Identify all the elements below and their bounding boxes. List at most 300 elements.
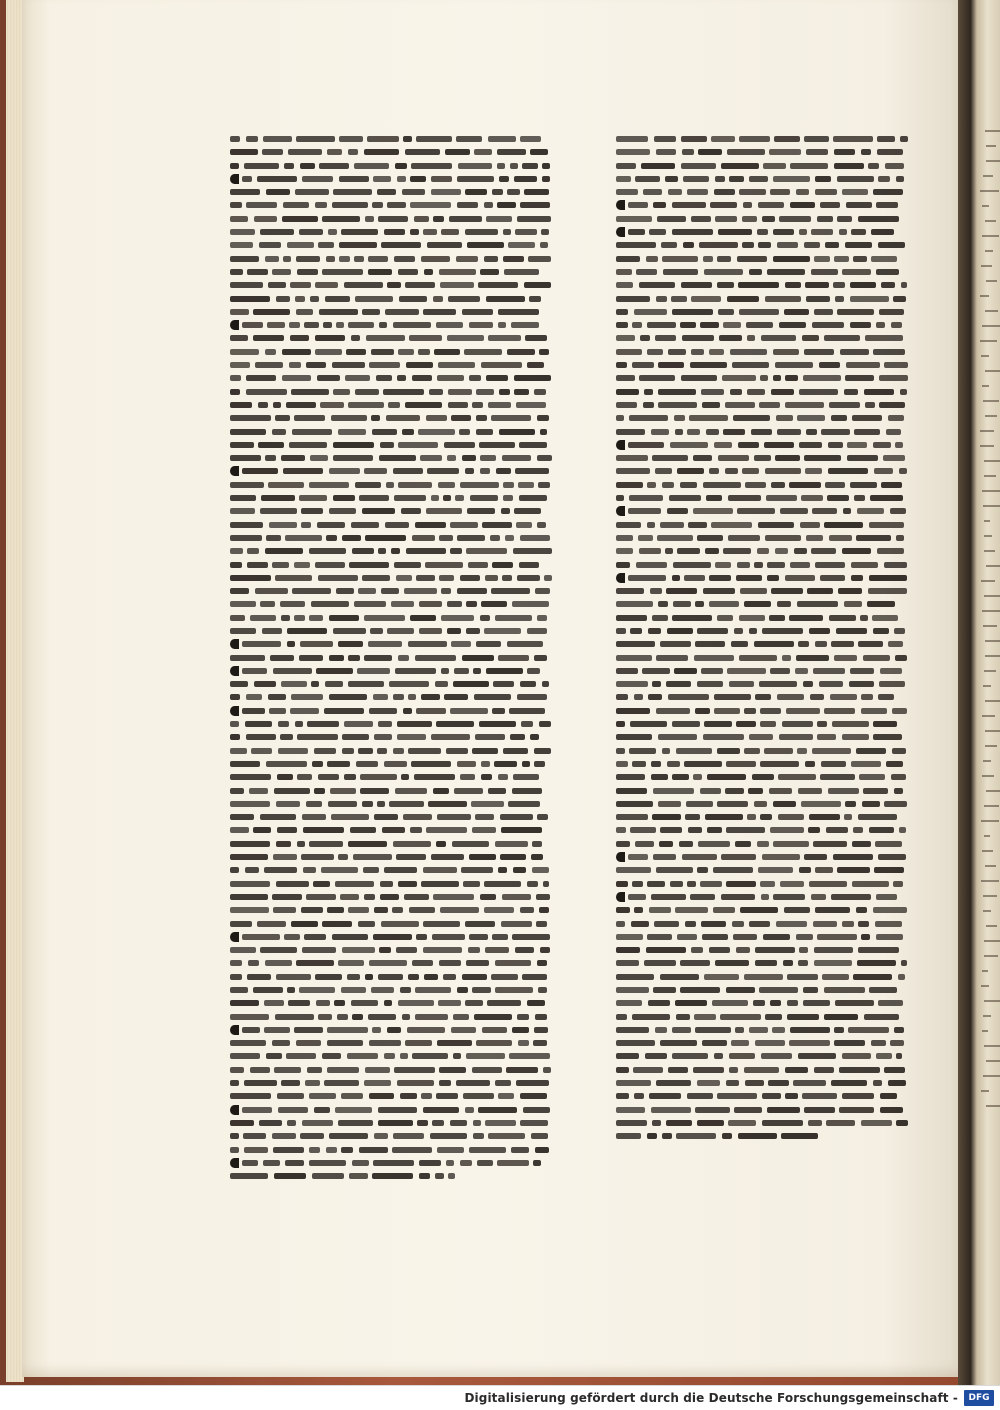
word-mark (512, 1027, 529, 1033)
word-mark (351, 335, 360, 341)
word-mark (844, 389, 858, 395)
word-mark (846, 362, 880, 368)
word-mark (473, 1133, 484, 1139)
word-mark (616, 296, 650, 302)
word-mark (360, 774, 397, 780)
paragraph-mark (230, 706, 239, 716)
word-mark (370, 628, 383, 634)
word-mark (494, 761, 517, 767)
word-mark (364, 149, 399, 155)
word-mark (543, 881, 549, 887)
word-mark (281, 455, 305, 461)
word-mark (473, 1120, 481, 1126)
word-mark (278, 748, 308, 754)
word-mark (230, 389, 240, 395)
word-mark (273, 907, 296, 913)
word-mark (302, 176, 333, 182)
word-mark (723, 429, 745, 435)
word-mark (495, 1080, 511, 1086)
word-mark (760, 814, 772, 820)
word-mark (733, 934, 757, 940)
word-mark (268, 694, 286, 700)
word-mark (439, 1067, 466, 1073)
word-mark (464, 349, 502, 355)
word-mark (244, 1080, 277, 1086)
word-mark (796, 934, 813, 940)
word-mark (398, 1000, 434, 1006)
word-mark (329, 694, 367, 700)
text-line (616, 996, 908, 1009)
word-mark (672, 774, 689, 780)
word-mark (403, 708, 412, 714)
text-line (616, 145, 908, 158)
word-mark (230, 309, 249, 315)
word-mark (260, 601, 275, 607)
word-mark (738, 1133, 777, 1139)
word-mark (323, 322, 332, 328)
word-mark (283, 468, 323, 474)
word-mark (312, 1173, 344, 1179)
word-mark (616, 788, 647, 794)
text-line (616, 770, 908, 783)
word-mark (532, 841, 542, 847)
text-line (230, 371, 552, 384)
text-line (230, 451, 552, 464)
word-mark (415, 1014, 448, 1020)
word-mark (755, 1040, 785, 1046)
text-line (230, 544, 552, 557)
text-line (230, 185, 552, 198)
word-mark (821, 761, 846, 767)
text-line (616, 1010, 908, 1023)
word-mark (616, 349, 642, 355)
word-mark (804, 349, 834, 355)
word-mark (842, 734, 869, 740)
word-mark (655, 335, 676, 341)
word-mark (364, 615, 405, 621)
word-mark (865, 335, 903, 341)
word-mark (471, 801, 504, 807)
word-mark (660, 827, 682, 833)
word-mark (301, 907, 323, 913)
word-mark (287, 987, 295, 993)
word-mark (362, 801, 373, 807)
word-mark (273, 668, 312, 674)
word-mark (366, 335, 405, 341)
word-mark (230, 296, 270, 302)
word-mark (520, 681, 536, 687)
word-mark (670, 442, 708, 448)
word-mark (230, 987, 248, 993)
word-mark (492, 562, 513, 568)
word-mark (760, 881, 775, 887)
word-mark (771, 482, 785, 488)
word-mark (777, 694, 804, 700)
word-mark (419, 628, 442, 634)
word-mark (856, 535, 891, 541)
paragraph-mark (230, 466, 239, 476)
word-mark (731, 1040, 749, 1046)
text-line (230, 398, 552, 411)
word-mark (444, 442, 475, 448)
word-mark (858, 814, 897, 820)
word-mark (668, 1067, 688, 1073)
word-mark (426, 508, 462, 514)
word-mark (457, 761, 476, 767)
word-mark (616, 1067, 629, 1073)
text-line (230, 252, 552, 265)
word-mark (739, 655, 777, 661)
word-mark (493, 681, 514, 687)
word-mark (260, 229, 294, 235)
word-mark (318, 774, 339, 780)
word-mark (681, 136, 707, 142)
text-line (230, 265, 552, 278)
text-line (616, 956, 908, 969)
word-mark (230, 548, 243, 554)
word-mark (348, 841, 387, 847)
word-mark (408, 641, 447, 647)
word-mark (405, 282, 435, 288)
text-line (230, 837, 552, 850)
word-mark (329, 508, 356, 514)
word-mark (277, 774, 293, 780)
word-mark (281, 615, 290, 621)
word-mark (735, 1027, 744, 1033)
word-mark (289, 442, 327, 448)
word-mark (230, 748, 247, 754)
word-mark (899, 827, 906, 833)
word-mark (501, 508, 510, 514)
text-line (230, 823, 552, 836)
word-mark (820, 202, 840, 208)
word-mark (693, 455, 712, 461)
word-mark (304, 322, 319, 328)
word-mark (358, 588, 376, 594)
word-mark (262, 628, 282, 634)
word-mark (858, 216, 899, 222)
word-mark (247, 548, 259, 554)
word-mark (382, 827, 405, 833)
word-mark (416, 136, 452, 142)
word-mark (230, 1133, 239, 1139)
word-mark (427, 468, 459, 474)
word-mark (384, 761, 407, 767)
word-mark (744, 1067, 779, 1073)
word-mark (469, 934, 488, 940)
word-mark (884, 362, 908, 368)
word-mark (721, 894, 755, 900)
text-line (616, 278, 908, 291)
word-mark (278, 721, 289, 727)
word-mark (640, 335, 650, 341)
word-mark (358, 921, 375, 927)
text-line (230, 1103, 552, 1116)
word-mark (333, 495, 355, 501)
facing-page-text-edge (986, 925, 997, 927)
word-mark (799, 442, 822, 448)
paragraph-mark (616, 852, 625, 862)
word-mark (467, 508, 495, 514)
word-mark (406, 362, 433, 368)
word-mark (798, 641, 809, 647)
text-line (616, 531, 908, 544)
word-mark (230, 1014, 269, 1020)
word-mark (288, 149, 322, 155)
word-mark (672, 202, 706, 208)
word-mark (765, 468, 801, 474)
word-mark (690, 894, 715, 900)
word-mark (819, 362, 840, 368)
text-line (616, 1089, 908, 1102)
word-mark (616, 827, 626, 833)
word-mark (881, 482, 902, 488)
word-mark (797, 415, 825, 421)
word-mark (536, 921, 547, 927)
word-mark (365, 535, 406, 541)
word-mark (729, 176, 744, 182)
word-mark (368, 256, 388, 262)
word-mark (297, 269, 318, 275)
word-mark (499, 389, 510, 395)
text-line (230, 1063, 552, 1076)
word-mark (485, 947, 509, 953)
text-line (616, 863, 908, 876)
text-line (616, 651, 908, 664)
word-mark (439, 269, 476, 275)
word-mark (770, 827, 804, 833)
word-mark (283, 256, 291, 262)
word-mark (395, 788, 427, 794)
word-mark (398, 349, 414, 355)
text-line (616, 917, 908, 930)
word-mark (247, 974, 271, 980)
word-mark (754, 641, 794, 647)
word-mark (803, 375, 841, 381)
word-mark (647, 482, 656, 488)
word-mark (498, 867, 507, 873)
word-mark (314, 788, 325, 794)
word-mark (447, 335, 484, 341)
text-line (230, 1010, 552, 1023)
word-mark (475, 734, 505, 740)
word-mark (325, 296, 350, 302)
word-mark (333, 628, 366, 634)
word-mark (262, 149, 283, 155)
word-mark (523, 1107, 550, 1113)
word-mark (737, 508, 775, 514)
word-mark (749, 176, 768, 182)
word-mark (393, 322, 431, 328)
word-mark (438, 1000, 461, 1006)
word-mark (300, 641, 333, 647)
word-mark (705, 548, 719, 554)
word-mark (682, 854, 717, 860)
word-mark (777, 601, 791, 607)
word-mark (230, 761, 260, 767)
word-mark (793, 1080, 826, 1086)
word-mark (683, 176, 709, 182)
word-mark (450, 522, 478, 528)
word-mark (281, 681, 307, 687)
word-mark (785, 575, 815, 581)
word-mark (268, 482, 304, 488)
text-line (230, 411, 552, 424)
word-mark (742, 468, 759, 474)
word-mark (644, 960, 676, 966)
word-mark (332, 362, 365, 368)
word-mark (365, 1067, 390, 1073)
word-mark (465, 468, 474, 474)
word-mark (744, 601, 771, 607)
text-line (230, 172, 552, 185)
word-mark (274, 1173, 306, 1179)
word-mark (647, 1133, 657, 1139)
word-mark (744, 748, 760, 754)
word-mark (329, 615, 359, 621)
word-mark (299, 229, 323, 235)
text-line (230, 292, 552, 305)
word-mark (537, 455, 552, 461)
word-mark (878, 1000, 903, 1006)
word-mark (230, 136, 240, 142)
word-mark (707, 827, 722, 833)
word-mark (450, 548, 462, 554)
word-mark (396, 854, 426, 860)
word-mark (815, 562, 845, 568)
text-line (616, 890, 908, 903)
word-mark (303, 867, 316, 873)
facing-page-text-edge (986, 280, 997, 282)
word-mark (309, 841, 343, 847)
word-mark (510, 734, 525, 740)
word-mark (850, 322, 871, 328)
text-line (230, 1129, 552, 1142)
text-line (230, 1036, 552, 1049)
word-mark (742, 242, 754, 248)
word-mark (466, 548, 507, 554)
word-mark (472, 987, 491, 993)
word-mark (344, 774, 356, 780)
word-mark (657, 535, 693, 541)
word-mark (230, 1000, 259, 1006)
word-mark (691, 216, 711, 222)
word-mark (824, 1014, 858, 1020)
word-mark (814, 309, 833, 315)
word-mark (537, 415, 549, 421)
word-mark (874, 867, 904, 873)
word-mark (837, 176, 874, 182)
word-mark (511, 1147, 529, 1153)
word-mark (874, 468, 893, 474)
word-mark (766, 495, 797, 501)
word-mark (873, 907, 907, 913)
word-mark (474, 1014, 512, 1020)
word-mark (616, 1014, 627, 1020)
word-mark (272, 1133, 296, 1139)
text-line (616, 478, 908, 491)
word-mark (653, 202, 666, 208)
word-mark (768, 1080, 789, 1086)
word-mark (616, 1000, 642, 1006)
word-mark (639, 375, 675, 381)
word-mark (488, 1133, 525, 1139)
word-mark (460, 575, 480, 581)
word-mark (798, 788, 822, 794)
word-mark (230, 774, 271, 780)
word-mark (775, 362, 813, 368)
text-column-right (616, 132, 908, 1143)
word-mark (242, 176, 252, 182)
word-mark (730, 389, 742, 395)
word-mark (877, 149, 903, 155)
word-mark (419, 1160, 441, 1166)
word-mark (884, 1067, 905, 1073)
word-mark (527, 362, 544, 368)
paragraph-mark (616, 573, 625, 583)
word-mark (863, 788, 888, 794)
word-mark (445, 149, 470, 155)
word-mark (616, 415, 624, 421)
word-mark (681, 163, 716, 169)
paragraph-mark (616, 506, 625, 516)
word-mark (393, 748, 404, 754)
word-mark (799, 229, 807, 235)
word-mark (410, 229, 419, 235)
word-mark (457, 987, 468, 993)
word-mark (651, 894, 686, 900)
word-mark (616, 907, 630, 913)
word-mark (833, 136, 873, 142)
word-mark (514, 375, 551, 381)
word-mark (736, 575, 762, 581)
word-mark (770, 1000, 781, 1006)
word-mark (511, 322, 539, 328)
word-mark (230, 894, 268, 900)
word-mark (765, 535, 801, 541)
word-mark (441, 588, 451, 594)
word-mark (242, 641, 281, 647)
text-line (616, 983, 908, 996)
facing-page-text-edge (980, 295, 989, 297)
word-mark (377, 189, 396, 195)
word-mark (465, 1107, 474, 1113)
word-mark (777, 242, 798, 248)
word-mark (492, 708, 505, 714)
word-mark (534, 748, 551, 754)
paragraph-mark (616, 227, 625, 237)
word-mark (351, 1000, 378, 1006)
word-mark (804, 854, 827, 860)
text-line (616, 292, 908, 305)
word-mark (806, 296, 830, 302)
word-mark (503, 748, 528, 754)
word-mark (326, 256, 335, 262)
word-mark (296, 256, 320, 262)
word-mark (729, 1053, 755, 1059)
word-mark (475, 814, 494, 820)
word-mark (524, 282, 551, 288)
word-mark (529, 296, 541, 302)
word-mark (682, 335, 714, 341)
word-mark (486, 668, 523, 674)
word-mark (804, 136, 829, 142)
word-mark (888, 415, 904, 421)
text-line (230, 212, 552, 225)
word-mark (761, 1053, 792, 1059)
word-mark (702, 1040, 727, 1046)
word-mark (430, 1133, 467, 1139)
